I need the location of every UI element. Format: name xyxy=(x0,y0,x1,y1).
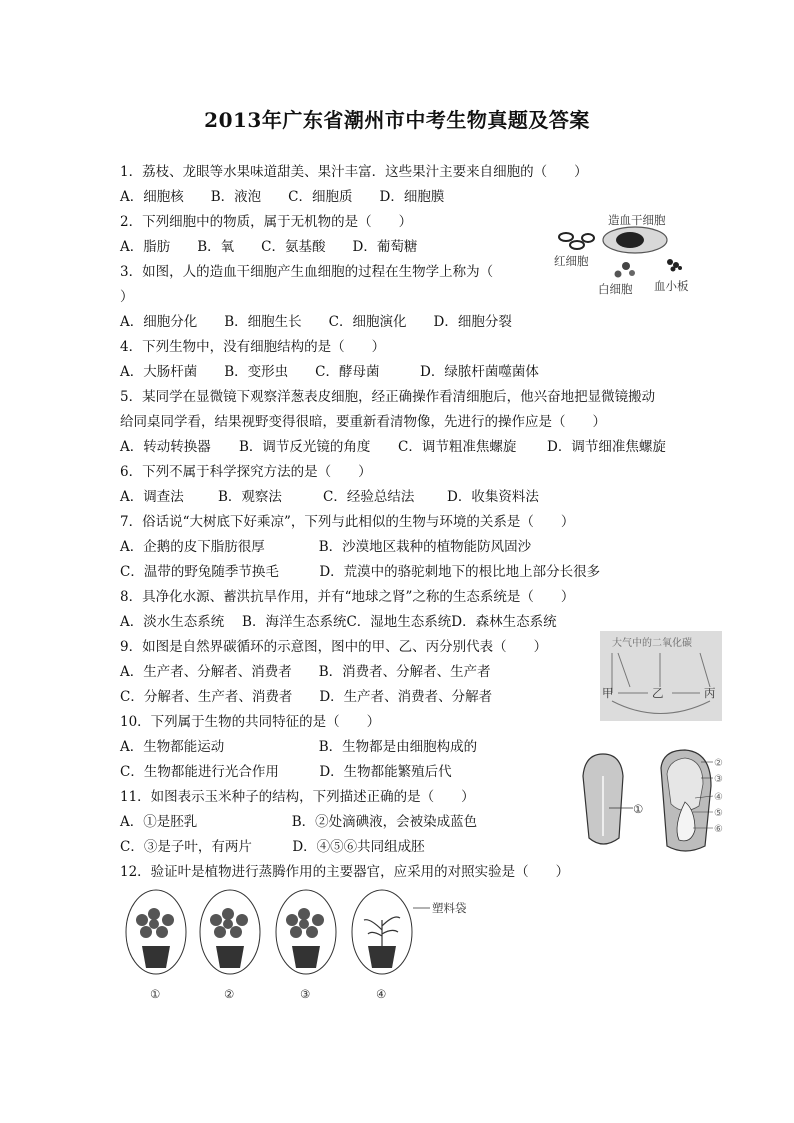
white-cell-label: 白细胞 xyxy=(598,282,633,296)
plant-label-2: ② xyxy=(224,987,235,1001)
q3-options: A．细胞分化 B．细胞生长 C．细胞演化 D．细胞分裂 xyxy=(120,314,512,330)
q5-option-a: A．转动转换器 xyxy=(120,439,211,455)
label-1: ① xyxy=(633,802,644,816)
label-2: ② xyxy=(714,758,723,769)
q5-option-c: C．调节粗准焦螺旋 xyxy=(398,439,517,455)
jia-label: 甲 xyxy=(602,686,614,700)
q2-options: A．脂肪 B．氧 C．氨基酸 D．葡萄糖 xyxy=(120,239,418,255)
q6-stem: 6．下列不属于科学探究方法的是（ ） xyxy=(120,464,372,480)
white-cell-shapes xyxy=(615,262,636,278)
q11-options-cd: C．③是子叶，有两片 D．④⑤⑥共同组成胚 xyxy=(120,839,425,855)
red-cell-shapes xyxy=(559,233,594,249)
q9-options-cd: C．分解者、生产者、消费者 D．生产者、消费者、分解者 xyxy=(120,689,493,705)
q6-option-c: C．经验总结法 xyxy=(323,489,415,505)
plant-setup-2 xyxy=(200,890,260,974)
q8-options: A．淡水生态系统 B．海洋生态系统C．湿地生态系统D．森林生态系统 xyxy=(120,614,557,630)
stem-cell-nucleus xyxy=(616,232,644,248)
q6-option-b: B．观察法 xyxy=(218,489,282,505)
q10-stem: 10．下列属于生物的共同特征的是（ ） xyxy=(120,714,381,730)
page-title: 2013年广东省潮州市中考生物真题及答案 xyxy=(204,108,590,132)
q5-option-b: B．调节反光镜的角度 xyxy=(239,439,371,455)
q12-stem: 12．验证叶是植物进行蒸腾作用的主要器官，应采用的对照实验是（ ） xyxy=(120,864,570,880)
q3-stem-cont: ） xyxy=(120,289,134,305)
q11-stem: 11．如图表示玉米种子的结构，下列描述正确的是（ ） xyxy=(120,789,475,805)
corn-seed-figure xyxy=(575,746,725,858)
plant-experiment-figure xyxy=(118,886,518,1004)
q8-stem: 8．具净化水源、蓄洪抗旱作用，并有“地球之肾”之称的生态系统是（ ） xyxy=(120,589,575,605)
bing-label: 丙 xyxy=(704,686,716,700)
q7-options-ab: A．企鹅的皮下脂肪很厚 B．沙漠地区栽种的植物能防风固沙 xyxy=(120,539,532,555)
plant-label-3: ③ xyxy=(300,987,311,1001)
q6-option-d: D．收集资料法 xyxy=(447,489,539,505)
atmosphere-co2-label: 大气中的二氧化碳 xyxy=(612,638,692,649)
q5-stem: 5．某同学在显微镜下观察洋葱表皮细胞，经正确操作看清细胞后，他兴奋地把显微镜搬动 xyxy=(120,389,656,405)
q9-options-ab: A．生产者、分解者、消费者 B．消费者、分解者、生产者 xyxy=(120,664,491,680)
stem-cell-label: 造血干细胞 xyxy=(608,213,666,227)
q4-stem: 4．下列生物中，没有细胞结构的是（ ） xyxy=(120,339,386,355)
q1-options: A．细胞核 B．液泡 C．细胞质 D．细胞膜 xyxy=(120,189,445,205)
q5-stem-cont: 给同桌同学看，结果视野变得很暗，要重新看清物像，先进行的操作应是（ ） xyxy=(120,414,606,430)
q6-option-a: A．调查法 xyxy=(120,489,184,505)
q4-options: A．大肠杆菌 B．变形虫 C．酵母菌 D．绿脓杆菌噬菌体 xyxy=(120,364,539,380)
q7-stem: 7．俗话说“大树底下好乘凉”，下列与此相似的生物与环境的关系是（ ） xyxy=(120,514,575,530)
platelet-shapes xyxy=(667,259,682,272)
q11-options-ab: A．①是胚乳 B．②处滴碘液，会被染成蓝色 xyxy=(120,814,478,830)
q10-options-ab: A．生物都能运动 B．生物都是由细胞构成的 xyxy=(120,739,478,755)
blood-cell-figure xyxy=(552,210,712,300)
q7-options-cd: C．温带的野兔随季节换毛 D．荒漠中的骆驼刺地下的根比地上部分长很多 xyxy=(120,564,601,580)
plant-label-4: ④ xyxy=(376,987,387,1001)
q1-stem: 1．荔枝、龙眼等水果味道甜美、果汁丰富．这些果汁主要来自细胞的（ ） xyxy=(120,164,588,180)
q9-stem: 9．如图是自然界碳循环的示意图，图中的甲、乙、丙分别代表（ ） xyxy=(120,639,548,655)
yi-label: 乙 xyxy=(652,686,664,700)
plant-setup-3 xyxy=(276,890,336,974)
label-4: ④ xyxy=(714,792,723,803)
carbon-cycle-figure xyxy=(600,631,722,721)
label-3: ③ xyxy=(714,774,723,785)
q10-options-cd: C．生物都能进行光合作用 D．生物都能繁殖后代 xyxy=(120,764,452,780)
red-cell-label: 红细胞 xyxy=(554,254,589,268)
bag-label: 塑料袋 xyxy=(432,901,467,915)
label-5: ⑤ xyxy=(714,808,723,819)
q5-option-d: D．调节细准焦螺旋 xyxy=(547,439,666,455)
plant-label-1: ① xyxy=(150,987,161,1001)
platelet-label: 血小板 xyxy=(654,279,689,293)
plant-setup-4 xyxy=(352,890,412,974)
q3-stem: 3．如图，人的造血干细胞产生血细胞的过程在生物学上称为（ xyxy=(120,264,494,280)
plant-setup-1 xyxy=(126,890,186,974)
label-6: ⑥ xyxy=(714,824,723,835)
q2-stem: 2．下列细胞中的物质，属于无机物的是（ ） xyxy=(120,214,413,230)
